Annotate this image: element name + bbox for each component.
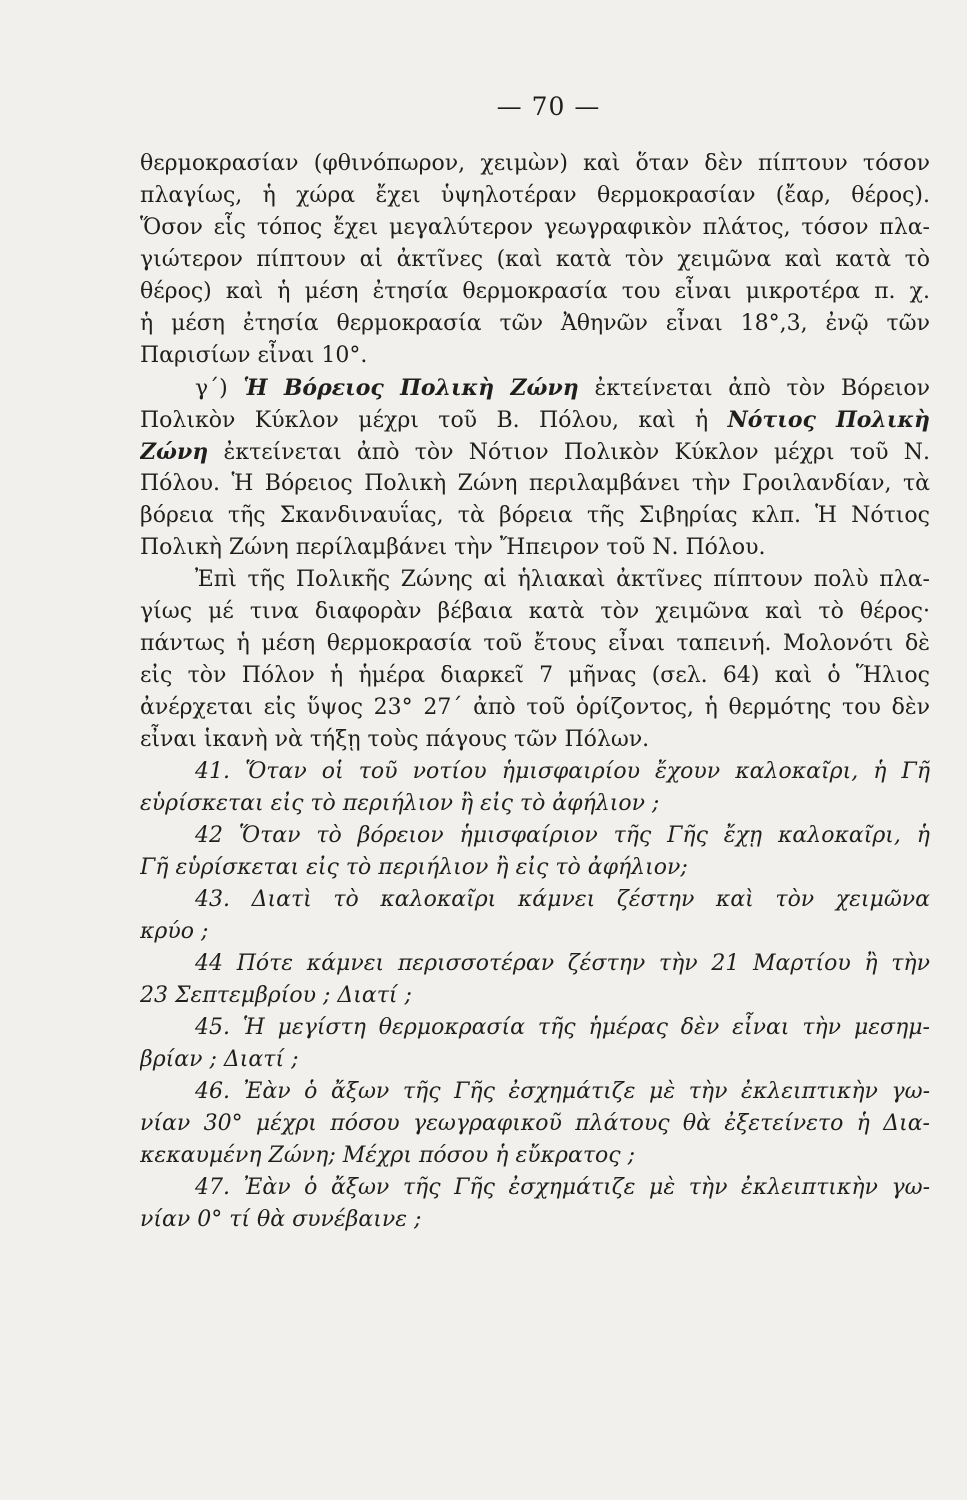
text-line: βρίαν ; Διατί ;: [140, 1047, 299, 1072]
text-line: ἡ μέση ἐτησία θερμοκρασία τῶν Ἀθηνῶν εἶναι 18°,3, ἐνῷ τῶν: [140, 311, 930, 336]
text-line: Πολικὴ Ζώνη περίλαμβάνει τὴν Ἤπειρον τοῦ Ν. Πόλου.: [140, 535, 766, 560]
list-marker: γ΄): [195, 376, 244, 401]
text-line: εἶναι ἱκανὴ νὰ τήξῃ τοὺς πάγους τῶν Πόλων.: [140, 727, 650, 752]
text-line: θερμοκρασίαν (φθινόπωρον, χειμὼν) καὶ ὅταν δὲν πίπτουν τόσον: [140, 151, 930, 176]
question-number: 45.: [195, 1015, 230, 1040]
text-line: κεκαυμένη Ζώνη; Μέχρι πόσου ἡ εὔκρατος ;: [140, 1143, 635, 1168]
text-segment: Πολικὸν Κύκλον μέχρι τοῦ Β. Πόλου, καὶ ἡ: [140, 408, 728, 433]
text-line: Πόλου. Ἡ Βόρειος Πολικὴ Ζώνη περιλαμβάνει τὴν Γροιλανδίαν, τὰ: [140, 471, 930, 496]
text-line: Παρισίων εἶναι 10°.: [140, 343, 368, 368]
text-line: πλαγίως, ἡ χώρα ἔχει ὑψηλοτέραν θερμοκρασίαν (ἔαρ, θέρος).: [140, 183, 930, 208]
text-line: [140, 1172, 930, 1204]
question-text: Ἡ μεγίστη θερμοκρασία τῆς ἡμέρας δὲν εἶναι τὴν μεσημ-: [242, 1015, 930, 1040]
question-text: Πότε κάμνει περισσοτέραν ζέστην τὴν 21 Μαρτίου ἢ τὴν: [236, 951, 930, 976]
question-text: Διατὶ τὸ καλοκαῖρι κάμνει ζέστην καὶ τὸν χειμῶνα: [251, 887, 930, 912]
term-north-polar-zone: Ἡ Βόρειος Πολικὴ Ζώνη: [243, 375, 579, 401]
text-line: εὑρίσκεται εἰς τὸ περιήλιον ἢ εἰς τὸ ἀφήλιον ;: [140, 791, 660, 816]
term-south-polar-zone: Νότιος Πολικὴ: [727, 407, 930, 433]
question-46: [140, 1076, 930, 1172]
text-line: [140, 756, 930, 788]
question-text: Ὅταν τὸ βόρειον ἡμισφαίριον τῆς Γῆς ἔχῃ καλοκαῖρι, ἡ: [238, 823, 930, 848]
text-line: θέρος) καὶ ἡ μέση ἐτησία θερμοκρασία του εἶναι μικροτέρα π. χ.: [140, 279, 930, 304]
paragraph-polar-sun: [140, 564, 930, 756]
question-text: Ἐὰν ὁ ἄξων τῆς Γῆς ἐσχημάτιζε μὲ τὴν ἐκλειπτικὴν γω-: [243, 1079, 930, 1104]
question-number: 43.: [195, 887, 230, 912]
text-segment: ἐκτείνεται ἀπὸ τὸν Βόρειον: [578, 376, 930, 401]
question-number: 47.: [195, 1175, 230, 1200]
text-line: κρύο ;: [140, 919, 209, 944]
question-41: [140, 756, 930, 820]
question-47: [140, 1172, 930, 1236]
question-45: [140, 1012, 930, 1076]
question-number: 44: [195, 951, 223, 976]
text-line: [140, 820, 930, 852]
text-line: [140, 372, 930, 404]
text-line: [140, 1012, 930, 1044]
text-line: [140, 884, 930, 916]
text-line: γίως μέ τινα διαφορὰν βέβαια κατὰ τὸν χειμῶνα καὶ τὸ θέρος·: [140, 599, 930, 624]
questions-list: [140, 756, 930, 1236]
text-line: 23 Σεπτεμβρίου ; Διατί ;: [140, 983, 412, 1008]
text-line: ἀνέρχεται εἰς ὕψος 23° 27΄ ἀπὸ τοῦ ὁρίζοντος, ἡ θερμότης του δὲν: [140, 695, 930, 720]
text-line: νίαν 0° τί θὰ συνέβαινε ;: [140, 1207, 422, 1232]
text-line: εἰς τὸν Πόλον ἡ ἡμέρα διαρκεῖ 7 μῆνας (σελ. 64) καὶ ὁ Ἥλιος: [140, 663, 930, 688]
question-44: [140, 948, 930, 1012]
text-line: Γῆ εὑρίσκεται εἰς τὸ περιήλιον ἢ εἰς τὸ ἀφήλιον;: [140, 855, 688, 880]
text-line: πάντως ἡ μέση θερμοκρασία τοῦ ἔτους εἶναι ταπεινή. Μολονότι δὲ: [140, 631, 930, 656]
text-line: [140, 948, 930, 980]
text-line: γιώτερον πίπτουν αἱ ἀκτῖνες (καὶ κατὰ τὸν χειμῶνα καὶ κατὰ τὸ: [140, 247, 930, 272]
text-line: [140, 404, 930, 436]
text-segment: ἐκτείνεται ἀπὸ τὸν Νότιον Πολικὸν Κύκλον μέχρι τοῦ Ν.: [208, 440, 930, 465]
question-number: 41.: [195, 759, 230, 784]
paragraph-temperature-latitude: [140, 148, 930, 372]
text-line: Ὅσον εἷς τόπος ἔχει μεγαλύτερον γεωγραφικὸν πλάτος, τόσον πλα-: [140, 215, 930, 240]
question-text: Ὅταν οἱ τοῦ νοτίου ἡμισφαιρίου ἔχουν καλοκαῖρι, ἡ Γῆ: [245, 759, 930, 784]
question-number: 42: [195, 823, 223, 848]
text-line: [140, 1076, 930, 1108]
body-text: [140, 148, 930, 1236]
question-text: Ἐὰν ὁ ἄξων τῆς Γῆς ἐσχημάτιζε μὲ τὴν ἐκλειπτικὴν γω-: [243, 1175, 930, 1200]
text-line: [140, 436, 930, 468]
term-zone: Ζώνη: [140, 439, 209, 465]
text-line: νίαν 30° μέχρι πόσου γεωγραφικοῦ πλάτους θὰ ἐξετείνετο ἡ Δια-: [140, 1111, 930, 1136]
question-number: 46.: [195, 1079, 230, 1104]
question-43: [140, 884, 930, 948]
question-42: [140, 820, 930, 884]
text-line: βόρεια τῆς Σκανδιναυΐας, τὰ βόρεια τῆς Σιβηρίας κλπ. Ἡ Νότιος: [140, 503, 930, 528]
paragraph-polar-zones: [140, 372, 930, 564]
page-number: — 70 —: [496, 92, 601, 121]
text-line: Ἐπὶ τῆς Πολικῆς Ζώνης αἱ ἡλιακαὶ ἀκτῖνες πίπτουν πολὺ πλα-: [195, 567, 930, 592]
